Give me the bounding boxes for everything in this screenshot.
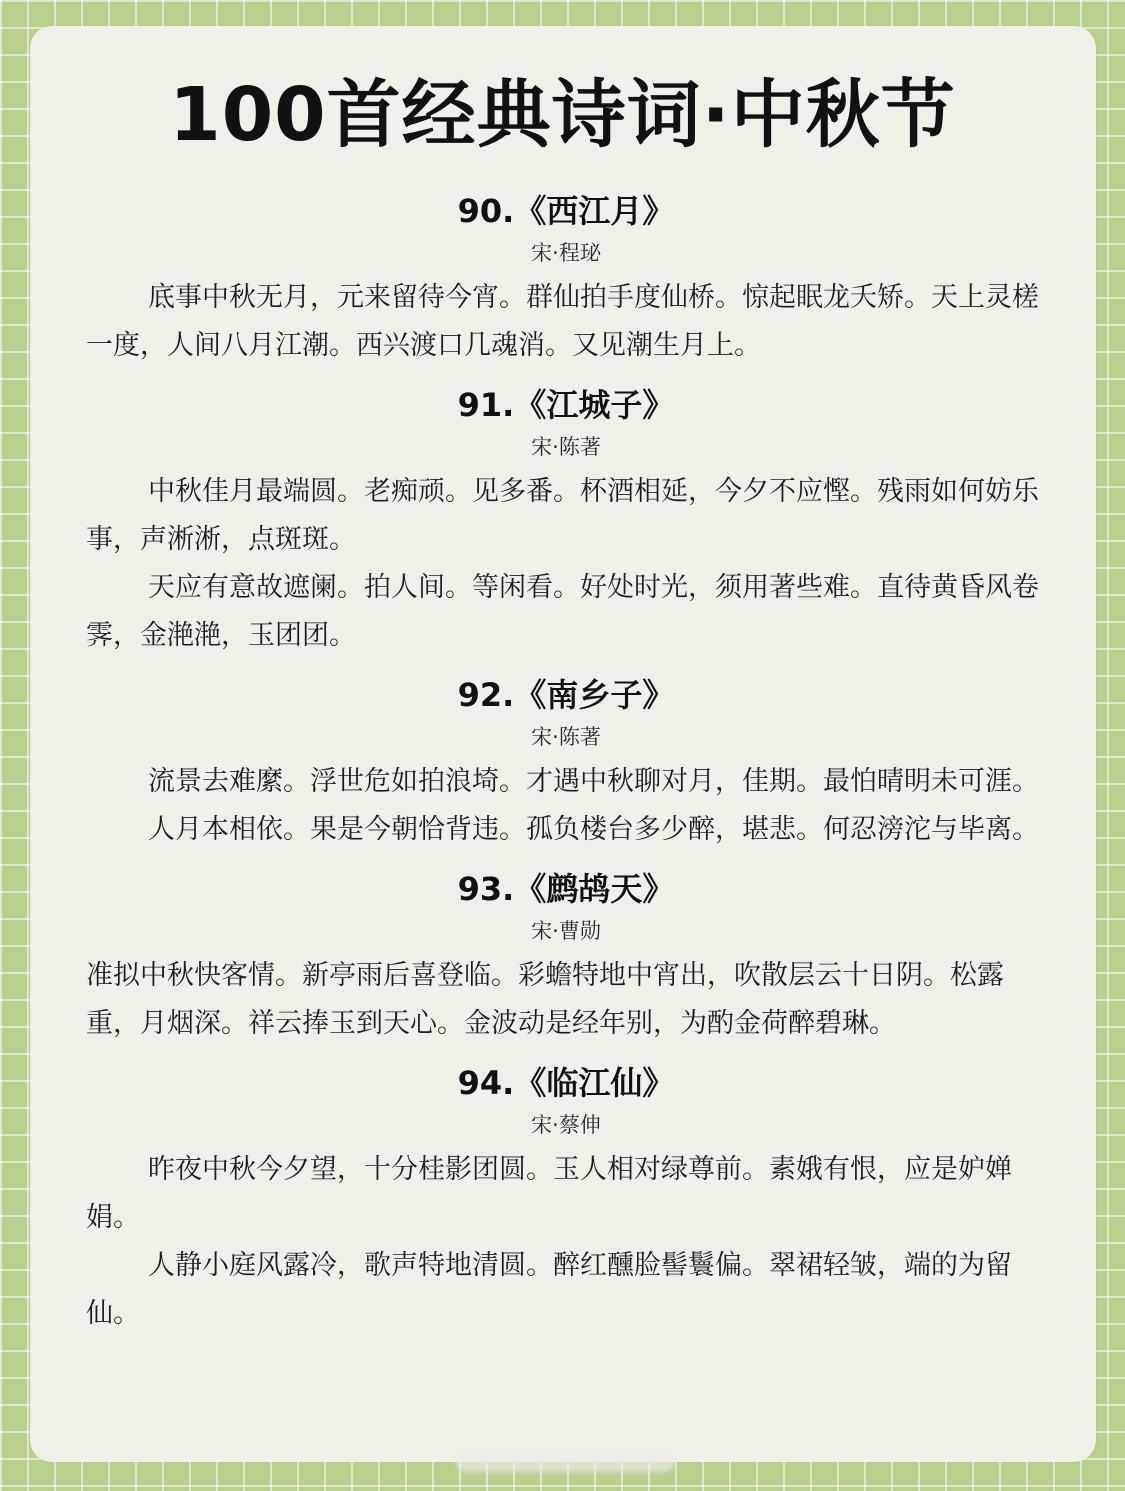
poem-author: 宋·曹勋 — [531, 919, 601, 943]
poem-92 — [86, 668, 1046, 854]
poem-paragraph: 准拟中秋快客情。新亭雨后喜登临。彩蟾特地中宵出，吹散层云十日阴。松露重，月烟深。祥云捧玉到天心。金波动是经年别，为酌金荷醉碧琳。 — [86, 960, 1004, 1039]
poem-paragraph: 底事中秋无月，元来留待今宵。群仙拍手度仙桥。惊起眠龙夭矫。天上灵槎一度，人间八月江潮。西兴渡口几魂消。又见潮生月上。 — [86, 282, 1039, 361]
blurred-watermark — [455, 1448, 675, 1472]
poem-author: 宋·程珌 — [531, 241, 601, 265]
poem-title: 92.《南乡子》 — [457, 676, 675, 714]
poem-author: 宋·蔡伸 — [531, 1113, 601, 1137]
poem-paragraph: 昨夜中秋今夕望，十分桂影团圆。玉人相对绿尊前。素娥有恨，应是妒婵娟。 — [86, 1154, 1012, 1233]
poem-94 — [86, 1056, 1046, 1338]
poem-list — [86, 184, 1046, 1346]
poem-title: 91.《江城子》 — [457, 386, 675, 424]
poem-paragraph: 天应有意故遮阑。拍人间。等闲看。好处时光，须用著些难。直待黄昏风卷霁，金滟滟，玉团团。 — [86, 572, 1039, 651]
page-title: 100首经典诗词·中秋节 — [169, 72, 956, 158]
poem-title: 90.《西江月》 — [457, 192, 675, 230]
poem-93 — [86, 862, 1046, 1048]
poem-author: 宋·陈著 — [531, 435, 601, 459]
poem-90 — [86, 184, 1046, 370]
poem-paragraph: 流景去难縻。浮世危如拍浪埼。才遇中秋聊对月，佳期。最怕晴明未可涯。 — [148, 766, 1039, 797]
poem-paragraph: 人静小庭风露冷，歌声特地清圆。醉红醺脸髻鬟偏。翠裙轻皱，端的为留仙。 — [86, 1250, 1012, 1329]
poem-paragraph: 人月本相依。果是今朝恰背违。孤负楼台多少醉，堪悲。何忍滂沱与毕离。 — [148, 814, 1039, 845]
poem-author: 宋·陈著 — [531, 725, 601, 749]
poem-title: 93.《鹧鸪天》 — [457, 870, 675, 908]
poem-title: 94.《临江仙》 — [457, 1064, 675, 1102]
poem-paragraph: 中秋佳月最端圆。老痴顽。见多番。杯酒相延，今夕不应慳。残雨如何妨乐事，声淅淅，点斑斑。 — [86, 476, 1039, 555]
poem-91 — [86, 378, 1046, 660]
